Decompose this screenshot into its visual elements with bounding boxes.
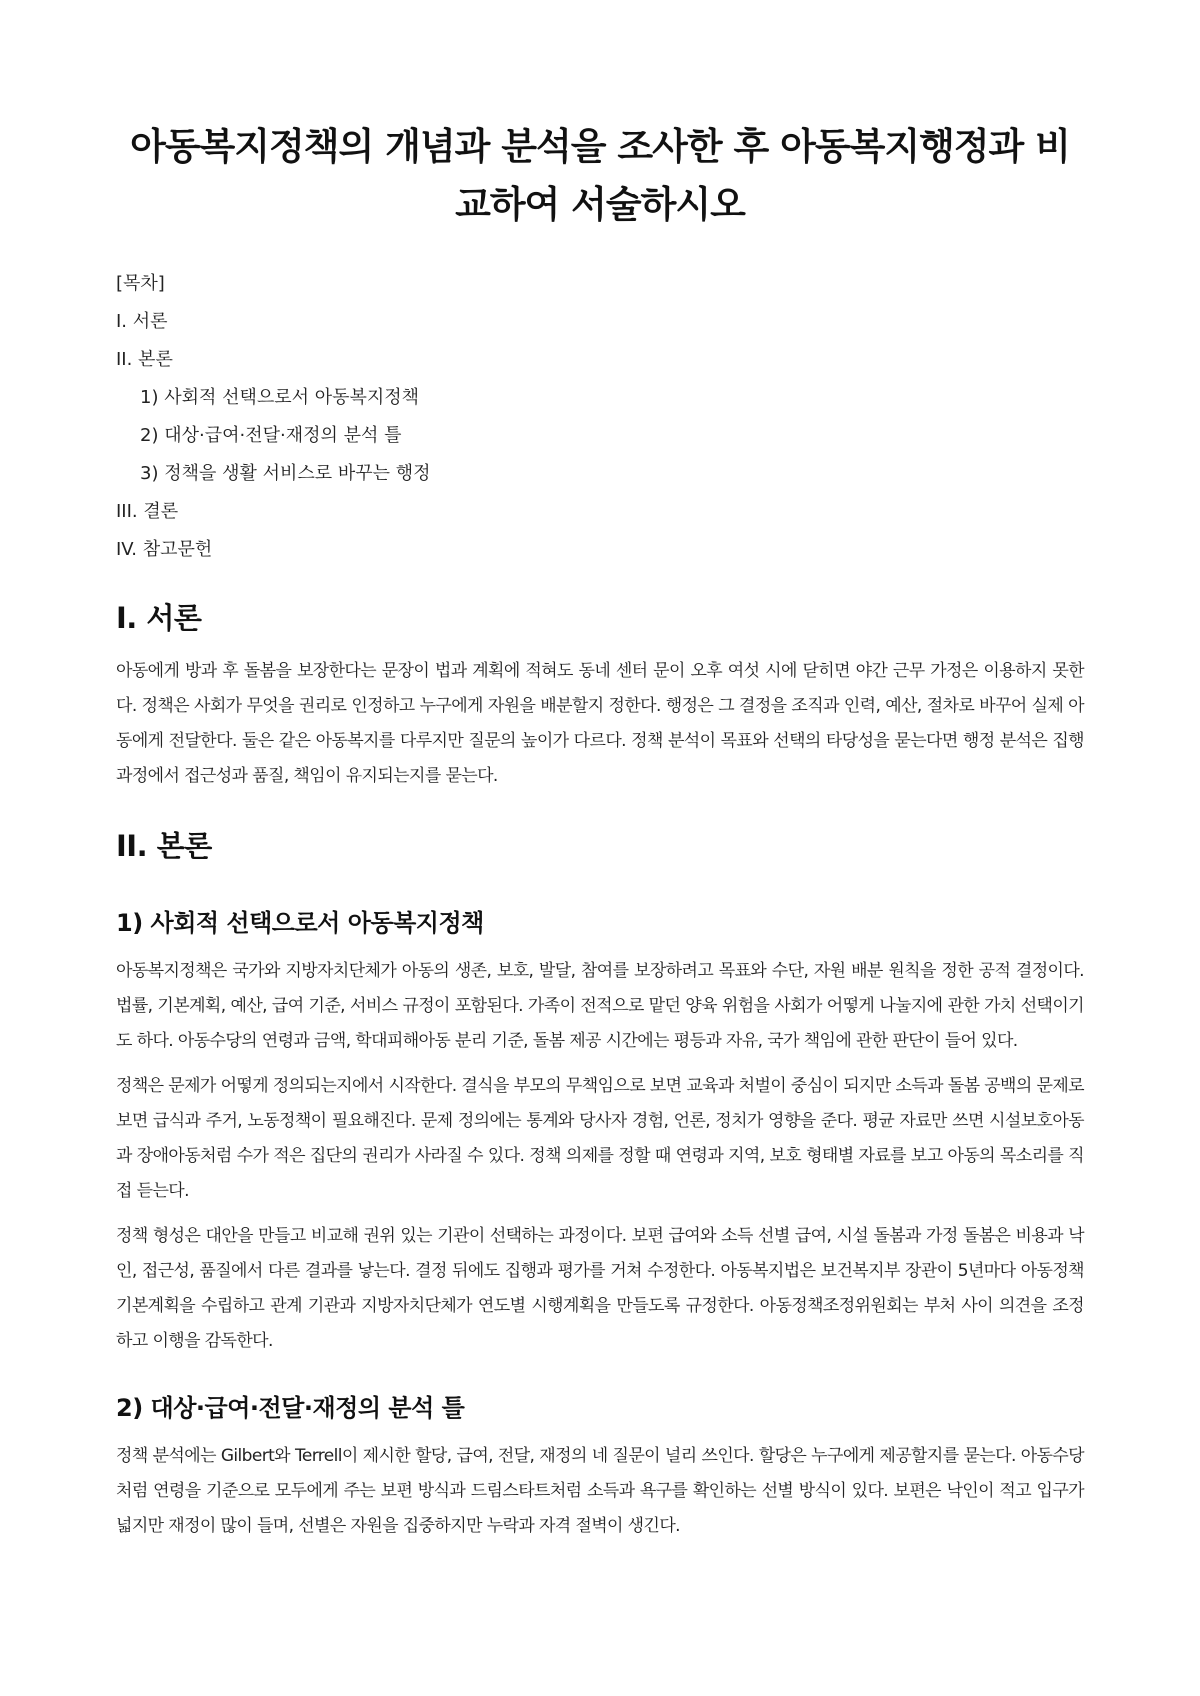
- section-heading-intro: I. 서론: [116, 601, 202, 635]
- section-heading-body: II. 본론: [116, 829, 212, 863]
- toc-heading: [목차]: [116, 273, 165, 294]
- toc-item-body: II. 본론: [116, 349, 173, 370]
- section-intro: [116, 598, 1084, 794]
- subsection-1-paragraph-2: 정책은 문제가 어떻게 정의되는지에서 시작한다. 결식을 부모의 무책임으로 보면 교육과 처벌이 중심이 되지만 소득과 돌봄 공백의 문제로 보면 급식과 주거, 노동정책이 필요해진다. 문제 정의에는 통계와 당사자 경험, 언론, 정치가 영향을 준다. 평균 자료만 쓰면 시설보호아동과 장애아동처럼 수가 적은 집단의 권리가 사라질 수 있다. 정책 의제를 정할 때 연령과 지역, 보호 형태별 자료를 보고 아동의 목소리를 직접 듣는다.: [116, 1076, 1084, 1201]
- toc-item-intro: I. 서론: [116, 311, 168, 332]
- toc-item-body-1: 1) 사회적 선택으로서 아동복지정책: [140, 387, 420, 408]
- subsection-1: [116, 906, 1084, 1359]
- table-of-contents: [116, 272, 1084, 562]
- section-body: [116, 826, 1084, 1544]
- subsection-2-paragraph-1: 정책 분석에는 Gilbert와 Terrell이 제시한 할당, 급여, 전달, 재정의 네 질문이 널리 쓰인다. 할당은 누구에게 제공할지를 묻는다. 아동수당처럼 연령을 기준으로 모두에게 주는 보편 방식과 드림스타트처럼 소득과 욕구를 확인하는 선별 방식이 있다. 보편은 낙인이 적고 입구가 넓지만 재정이 많이 들며, 선별은 자원을 집중하지만 누락과 자격 절벽이 생긴다.: [116, 1446, 1084, 1536]
- toc-item-body-3: 3) 정책을 생활 서비스로 바꾸는 행정: [140, 463, 431, 484]
- subsection-1-paragraph-3: 정책 형성은 대안을 만들고 비교해 권위 있는 기관이 선택하는 과정이다. 보편 급여와 소득 선별 급여, 시설 돌봄과 가정 돌봄은 비용과 낙인, 접근성, 품질에서 다른 결과를 낳는다. 결정 뒤에도 집행과 평가를 거쳐 수정한다. 아동복지법은 보건복지부 장관이 5년마다 아동정책기본계획을 수립하고 관계 기관과 지방자치단체가 연도별 시행계획을 만들도록 규정한다. 아동정책조정위원회는 부처 사이 의견을 조정하고 이행을 감독한다.: [116, 1226, 1084, 1351]
- subsection-2: [116, 1391, 1084, 1544]
- toc-item-body-2: 2) 대상·급여·전달·재정의 분석 틀: [140, 425, 402, 446]
- document-title: 아동복지정책의 개념과 분석을 조사한 후 아동복지행정과 비교하여 서술하시오: [130, 125, 1070, 226]
- subsection-1-paragraph-1: 아동복지정책은 국가와 지방자치단체가 아동의 생존, 보호, 발달, 참여를 보장하려고 목표와 수단, 자원 배분 원칙을 정한 공적 결정이다. 법률, 기본계획, 예산, 급여 기준, 서비스 규정이 포함된다. 가족이 전적으로 맡던 양육 위험을 사회가 어떻게 나눌지에 관한 가치 선택이기도 하다. 아동수당의 연령과 금액, 학대피해아동 분리 기준, 돌봄 제공 시간에는 평등과 자유, 국가 책임에 관한 판단이 들어 있다.: [116, 961, 1084, 1051]
- subsection-heading-1: 1) 사회적 선택으로서 아동복지정책: [116, 909, 484, 937]
- toc-item-references: IV. 참고문헌: [116, 539, 213, 560]
- toc-item-conclusion: III. 결론: [116, 501, 179, 522]
- intro-paragraph: 아동에게 방과 후 돌봄을 보장한다는 문장이 법과 계획에 적혀도 동네 센터 문이 오후 여섯 시에 닫히면 야간 근무 가정은 이용하지 못한다. 정책은 사회가 무엇을 권리로 인정하고 누구에게 자원을 배분할지 정한다. 행정은 그 결정을 조직과 인력, 예산, 절차로 바꾸어 실제 아동에게 전달한다. 둘은 같은 아동복지를 다루지만 질문의 높이가 다르다. 정책 분석이 목표와 선택의 타당성을 묻는다면 행정 분석은 집행 과정에서 접근성과 품질, 책임이 유지되는지를 묻는다.: [116, 661, 1084, 786]
- subsection-heading-2: 2) 대상·급여·전달·재정의 분석 틀: [116, 1394, 465, 1422]
